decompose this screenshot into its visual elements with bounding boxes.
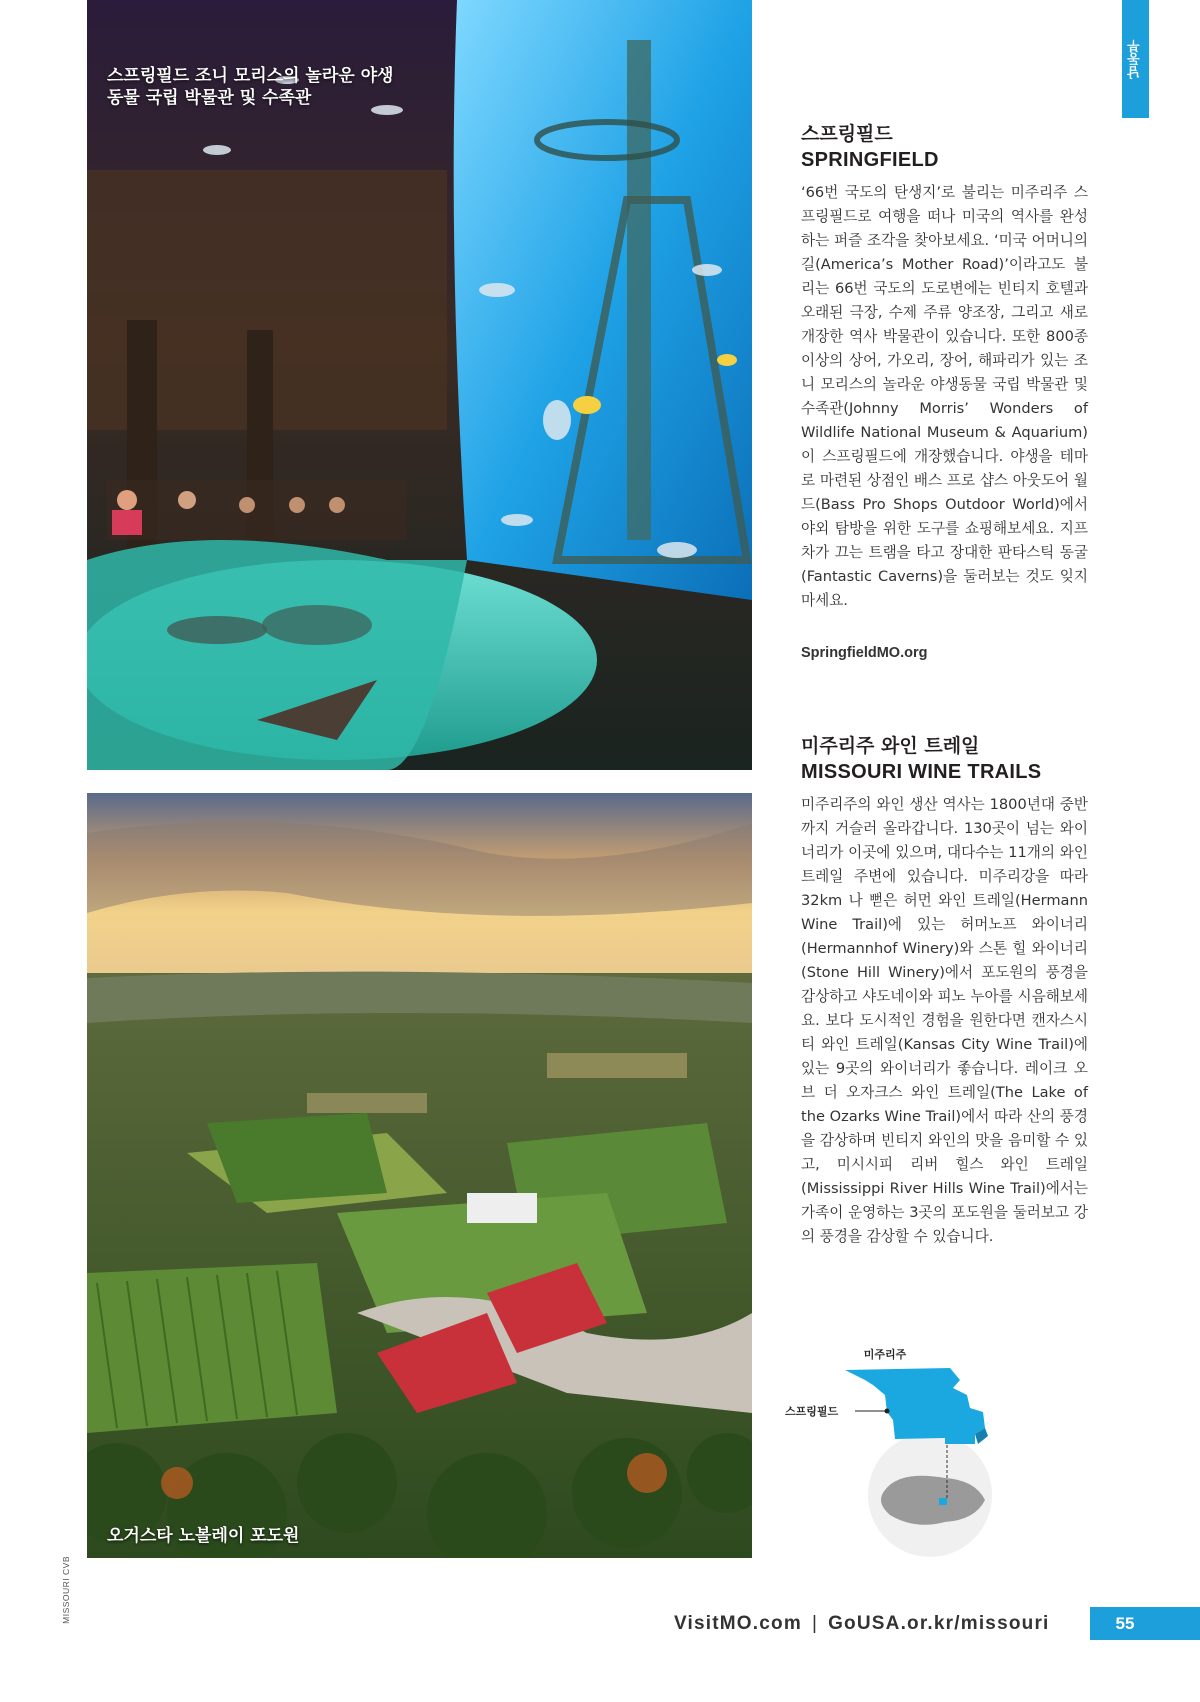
section-tab-label: 남동부 bbox=[1128, 39, 1143, 79]
page-number-text: 55 bbox=[1115, 1613, 1135, 1633]
photo-credit: MISSOURI CVB bbox=[61, 1556, 71, 1624]
wine-trails-title-ko: 미주리주 와인 트레일 bbox=[801, 735, 980, 757]
missouri-shape bbox=[845, 1368, 985, 1444]
wine-trails-title bbox=[801, 733, 1041, 785]
footer-links bbox=[674, 1613, 1050, 1635]
us-highlight-marker bbox=[939, 1498, 947, 1505]
vineyard-caption: 오거스타 노볼레이 포도원 bbox=[107, 1526, 300, 1546]
locator-map bbox=[785, 1340, 1025, 1560]
springfield-title-ko: 스프링필드 bbox=[801, 123, 893, 145]
aquarium-caption: 스프링필드 조니 모리스의 놀라운 야생동물 국립 박물관 및 수족관 bbox=[107, 66, 394, 108]
springfield-title bbox=[801, 121, 939, 173]
springfield-link[interactable]: SpringfieldMO.org bbox=[801, 645, 928, 661]
footer-separator: | bbox=[811, 1613, 819, 1634]
gousa-link[interactable]: GoUSA.or.kr/missouri bbox=[828, 1613, 1050, 1634]
vineyard-photo bbox=[87, 793, 752, 1558]
aquarium-photo bbox=[87, 0, 752, 770]
visitmo-link[interactable]: VisitMO.com bbox=[674, 1613, 802, 1634]
section-tab bbox=[1122, 0, 1149, 118]
springfield-marker bbox=[885, 1409, 890, 1414]
wine-trails-body: 미주리주의 와인 생산 역사는 1800년대 중반까지 거슬러 올라갑니다. 130곳이 넘는 와이너리가 이곳에 있으며, 대다수는 11개의 와인 트레일 주변에 있습니다. 미주리강을 따라 32km 나 뻗은 허먼 와인 트레일(Hermann Wine Trail)에 있는 허머노프 와이너리(Hermannhof Winery)와 스톤 힐 와이너리(Stone Hill Winery)에서 포도원의 풍경을 감상하고 샤도네이와 피노 누아를 시음해보세요. 보다 도시적인 경험을 원한다면 캔자스시티 와인 트레일(Kansas City Wine Trail)에 있는 9곳의 와이너리가 좋습니다. 레이크 오브 더 오자크스 와인 트레일(The Lake of the Ozarks Wine Trail)에서 따라 산의 풍경을 감상하며 빈티지 와인의 맛을 음미할 수 있고, 미시시피 리버 힐스 와인 트레일(Mississippi River Hills Wine Trail)에서는 가족이 운영하는 3곳의 포도원을 둘러보고 강의 풍경을 감상할 수 있습니다. bbox=[801, 796, 1088, 1245]
page-number bbox=[1090, 1607, 1200, 1640]
map-state-label: 미주리주 bbox=[863, 1348, 907, 1361]
wine-trails-title-en: MISSOURI WINE TRAILS bbox=[801, 761, 1042, 783]
map-city-label: 스프링필드 bbox=[785, 1405, 839, 1418]
springfield-body: ‘66번 국도의 탄생지’로 불리는 미주리주 스프링필드로 여행을 떠나 미국의 역사를 완성하는 퍼즐 조각을 찾아보세요. ‘미국 어머니의 길(America’s Mother Road)’이라고도 불리는 66번 국도의 도로변에는 빈티지 호텔과 오래된 극장, 수제 주류 양조장, 그리고 새로 개장한 역사 박물관이 있습니다. 또한 800종 이상의 상어, 가오리, 장어, 해파리가 있는 조니 모리스의 놀라운 야생동물 국립 박물관 및 수족관(Johnny Morris’ Wonders of Wildlife National Museum & Aquarium)이 스프링필드에 개장했습니다. 야생을 테마로 마련된 상점인 배스 프로 샵스 아웃도어 월드(Bass Pro Shops Outdoor World)에서 야외 탐방을 위한 도구를 쇼핑해보세요. 지프차가 끄는 트램을 타고 장대한 판타스틱 동굴(Fantastic Caverns)을 둘러보는 것도 잊지 마세요. bbox=[801, 184, 1088, 609]
springfield-title-en: SPRINGFIELD bbox=[801, 149, 939, 171]
